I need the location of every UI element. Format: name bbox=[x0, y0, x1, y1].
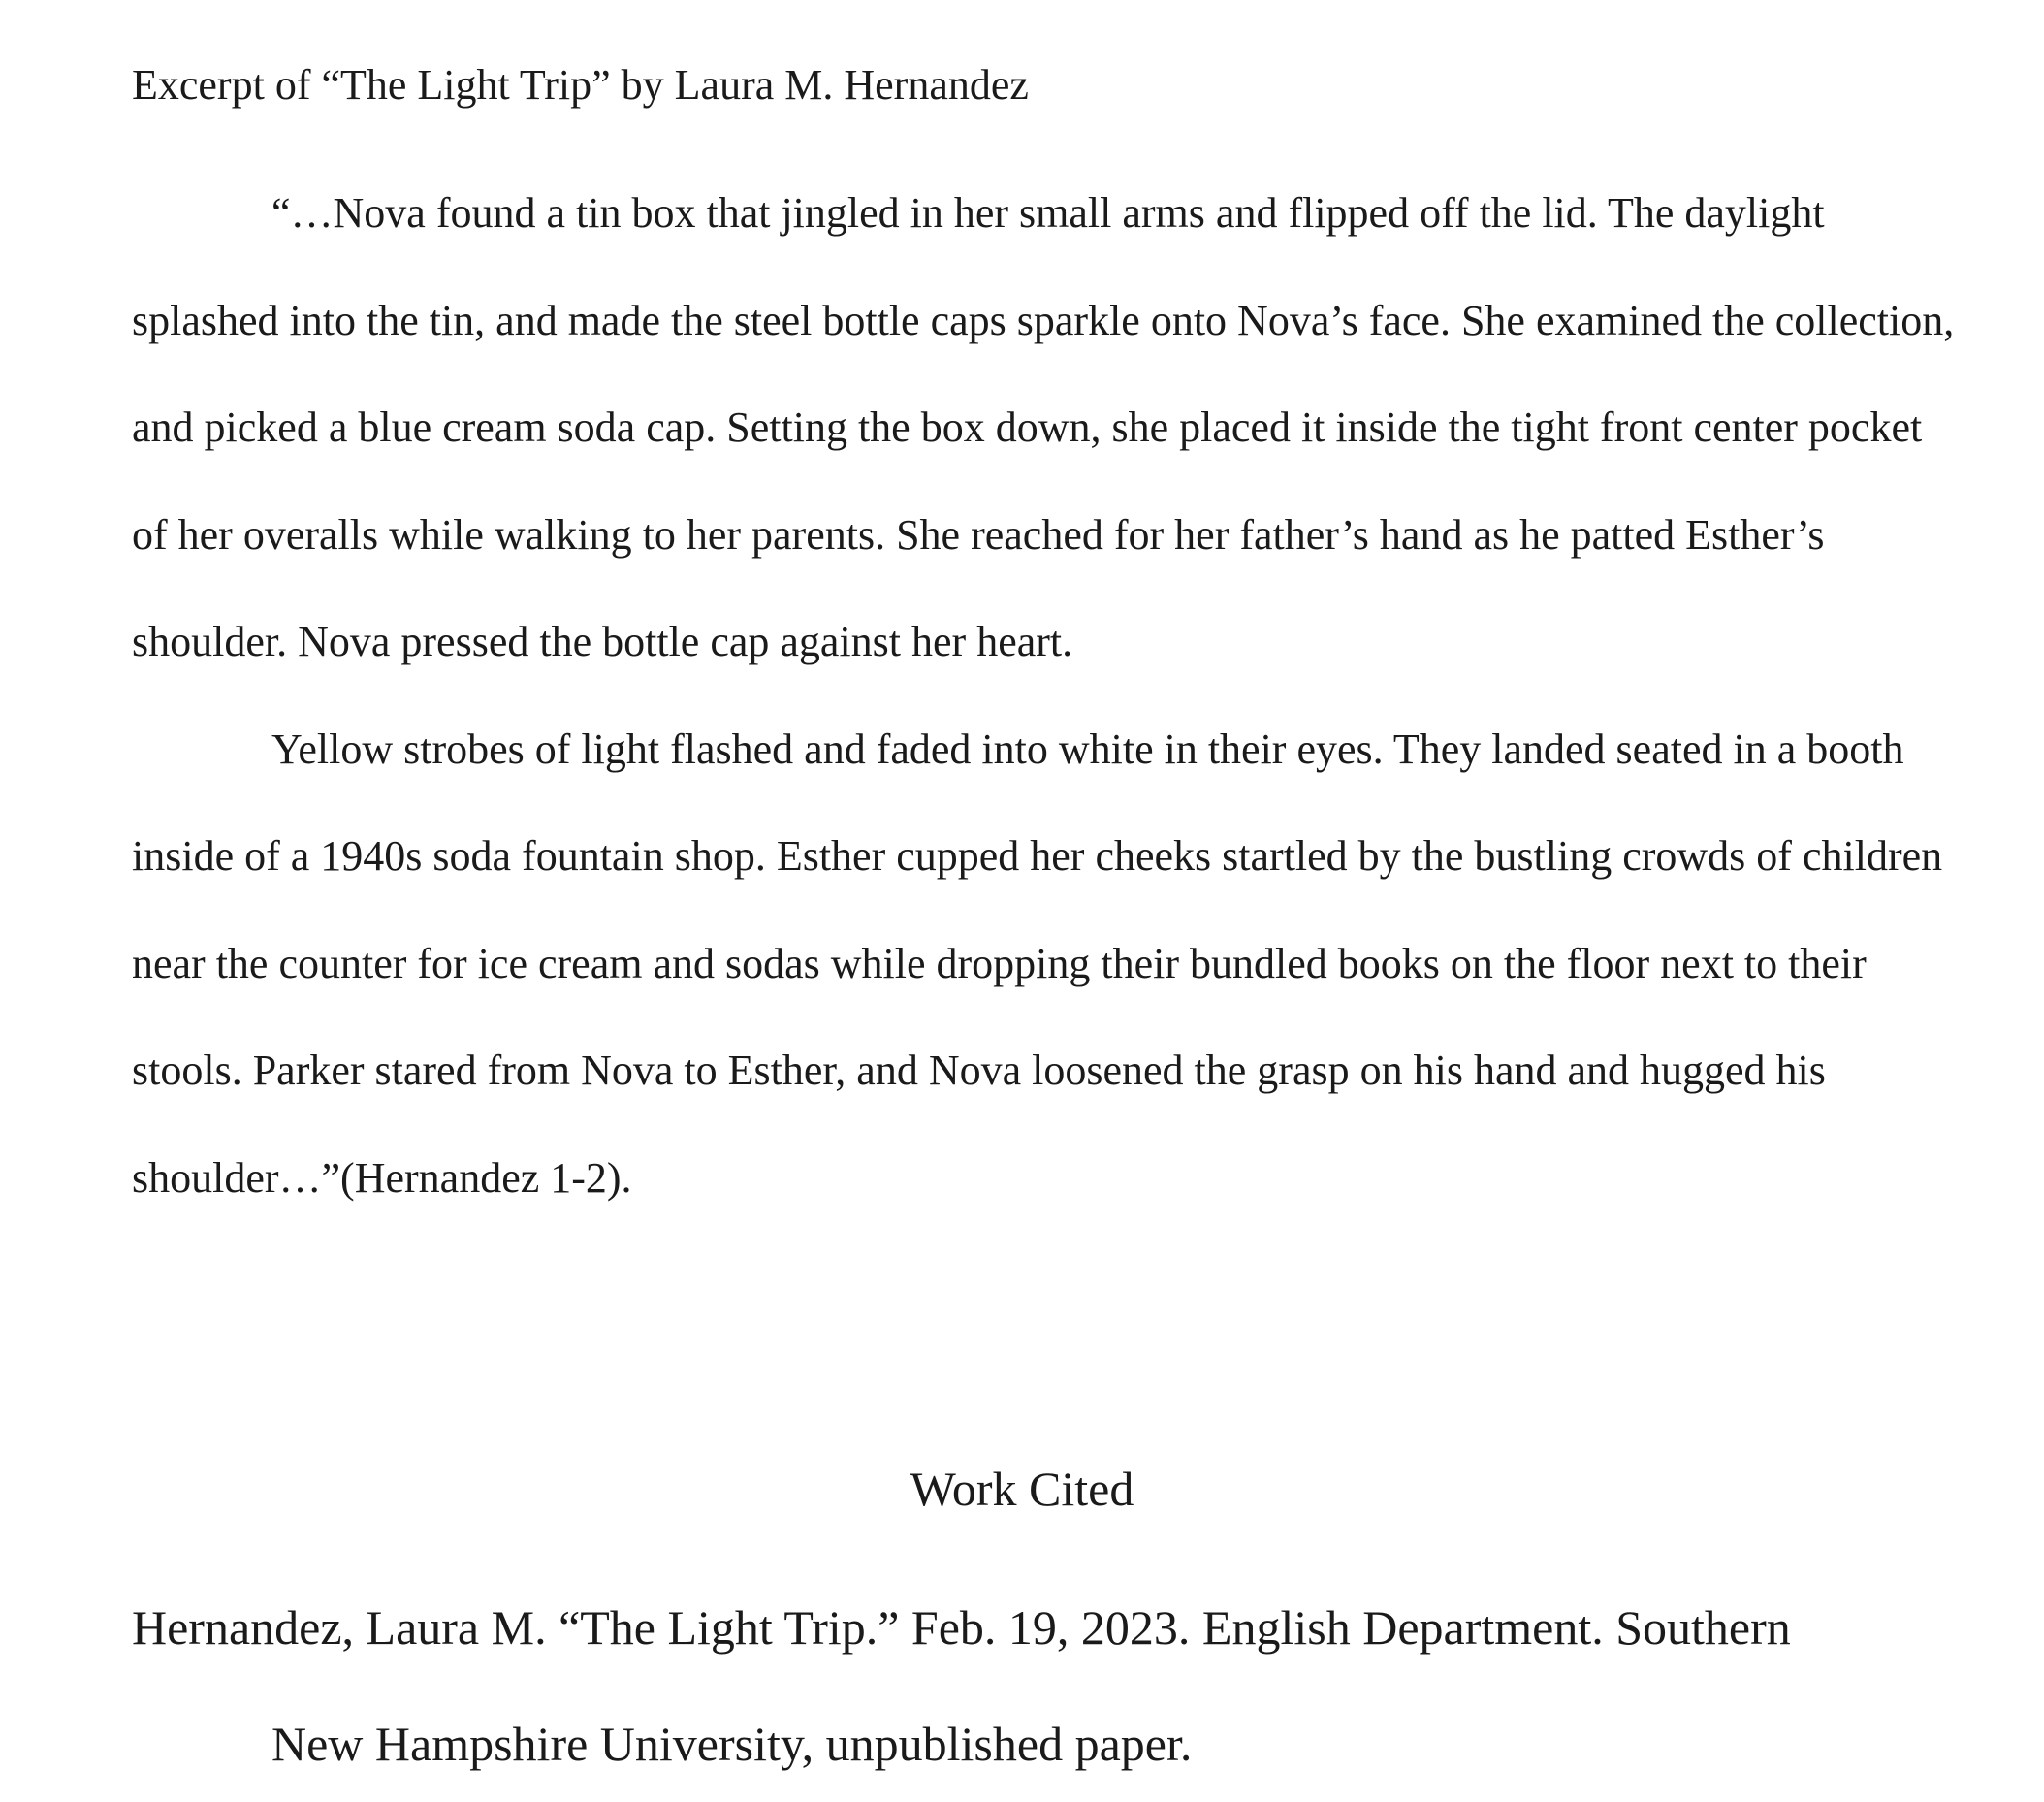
excerpt-body bbox=[132, 160, 1955, 1232]
citation-line-2: New Hampshire University, unpublished paper. bbox=[271, 1717, 1193, 1771]
excerpt-paragraph-2: Yellow strobes of light flashed and faded into white in their eyes. They landed seated in a booth inside of a 1940s soda fountain shop. Esther cupped her cheeks startled by the bustling crowds of children near the counter for ice cream and sodas while dropping their bundled books on the floor next to their stools. Parker stared from Nova to Esther, and Nova loosened the grasp on his hand and hugged his shoulder…”(Hernandez 1-2). bbox=[132, 724, 1943, 1202]
works-cited-heading: Work Cited bbox=[910, 1462, 1134, 1516]
excerpt-title: Excerpt of “The Light Trip” by Laura M. Hernandez bbox=[132, 61, 1029, 109]
citation-line-1: Hernandez, Laura M. “The Light Trip.” Feb. 19, 2023. English Department. Southern bbox=[132, 1600, 1791, 1655]
excerpt-paragraph-1: “…Nova found a tin box that jingled in her small arms and flipped off the lid. The daylight splashed into the tin, and made the steel bottle caps sparkle onto Nova’s face. She examined the collection, and picked a blue cream soda cap. Setting the box down, she placed it inside the tight front center pocket of her overalls while walking to her parents. She reached for her father’s hand as he patted Esther’s shoulder. Nova pressed the bottle cap against her heart. bbox=[132, 189, 1955, 665]
works-cited-entry bbox=[132, 1569, 1916, 1802]
